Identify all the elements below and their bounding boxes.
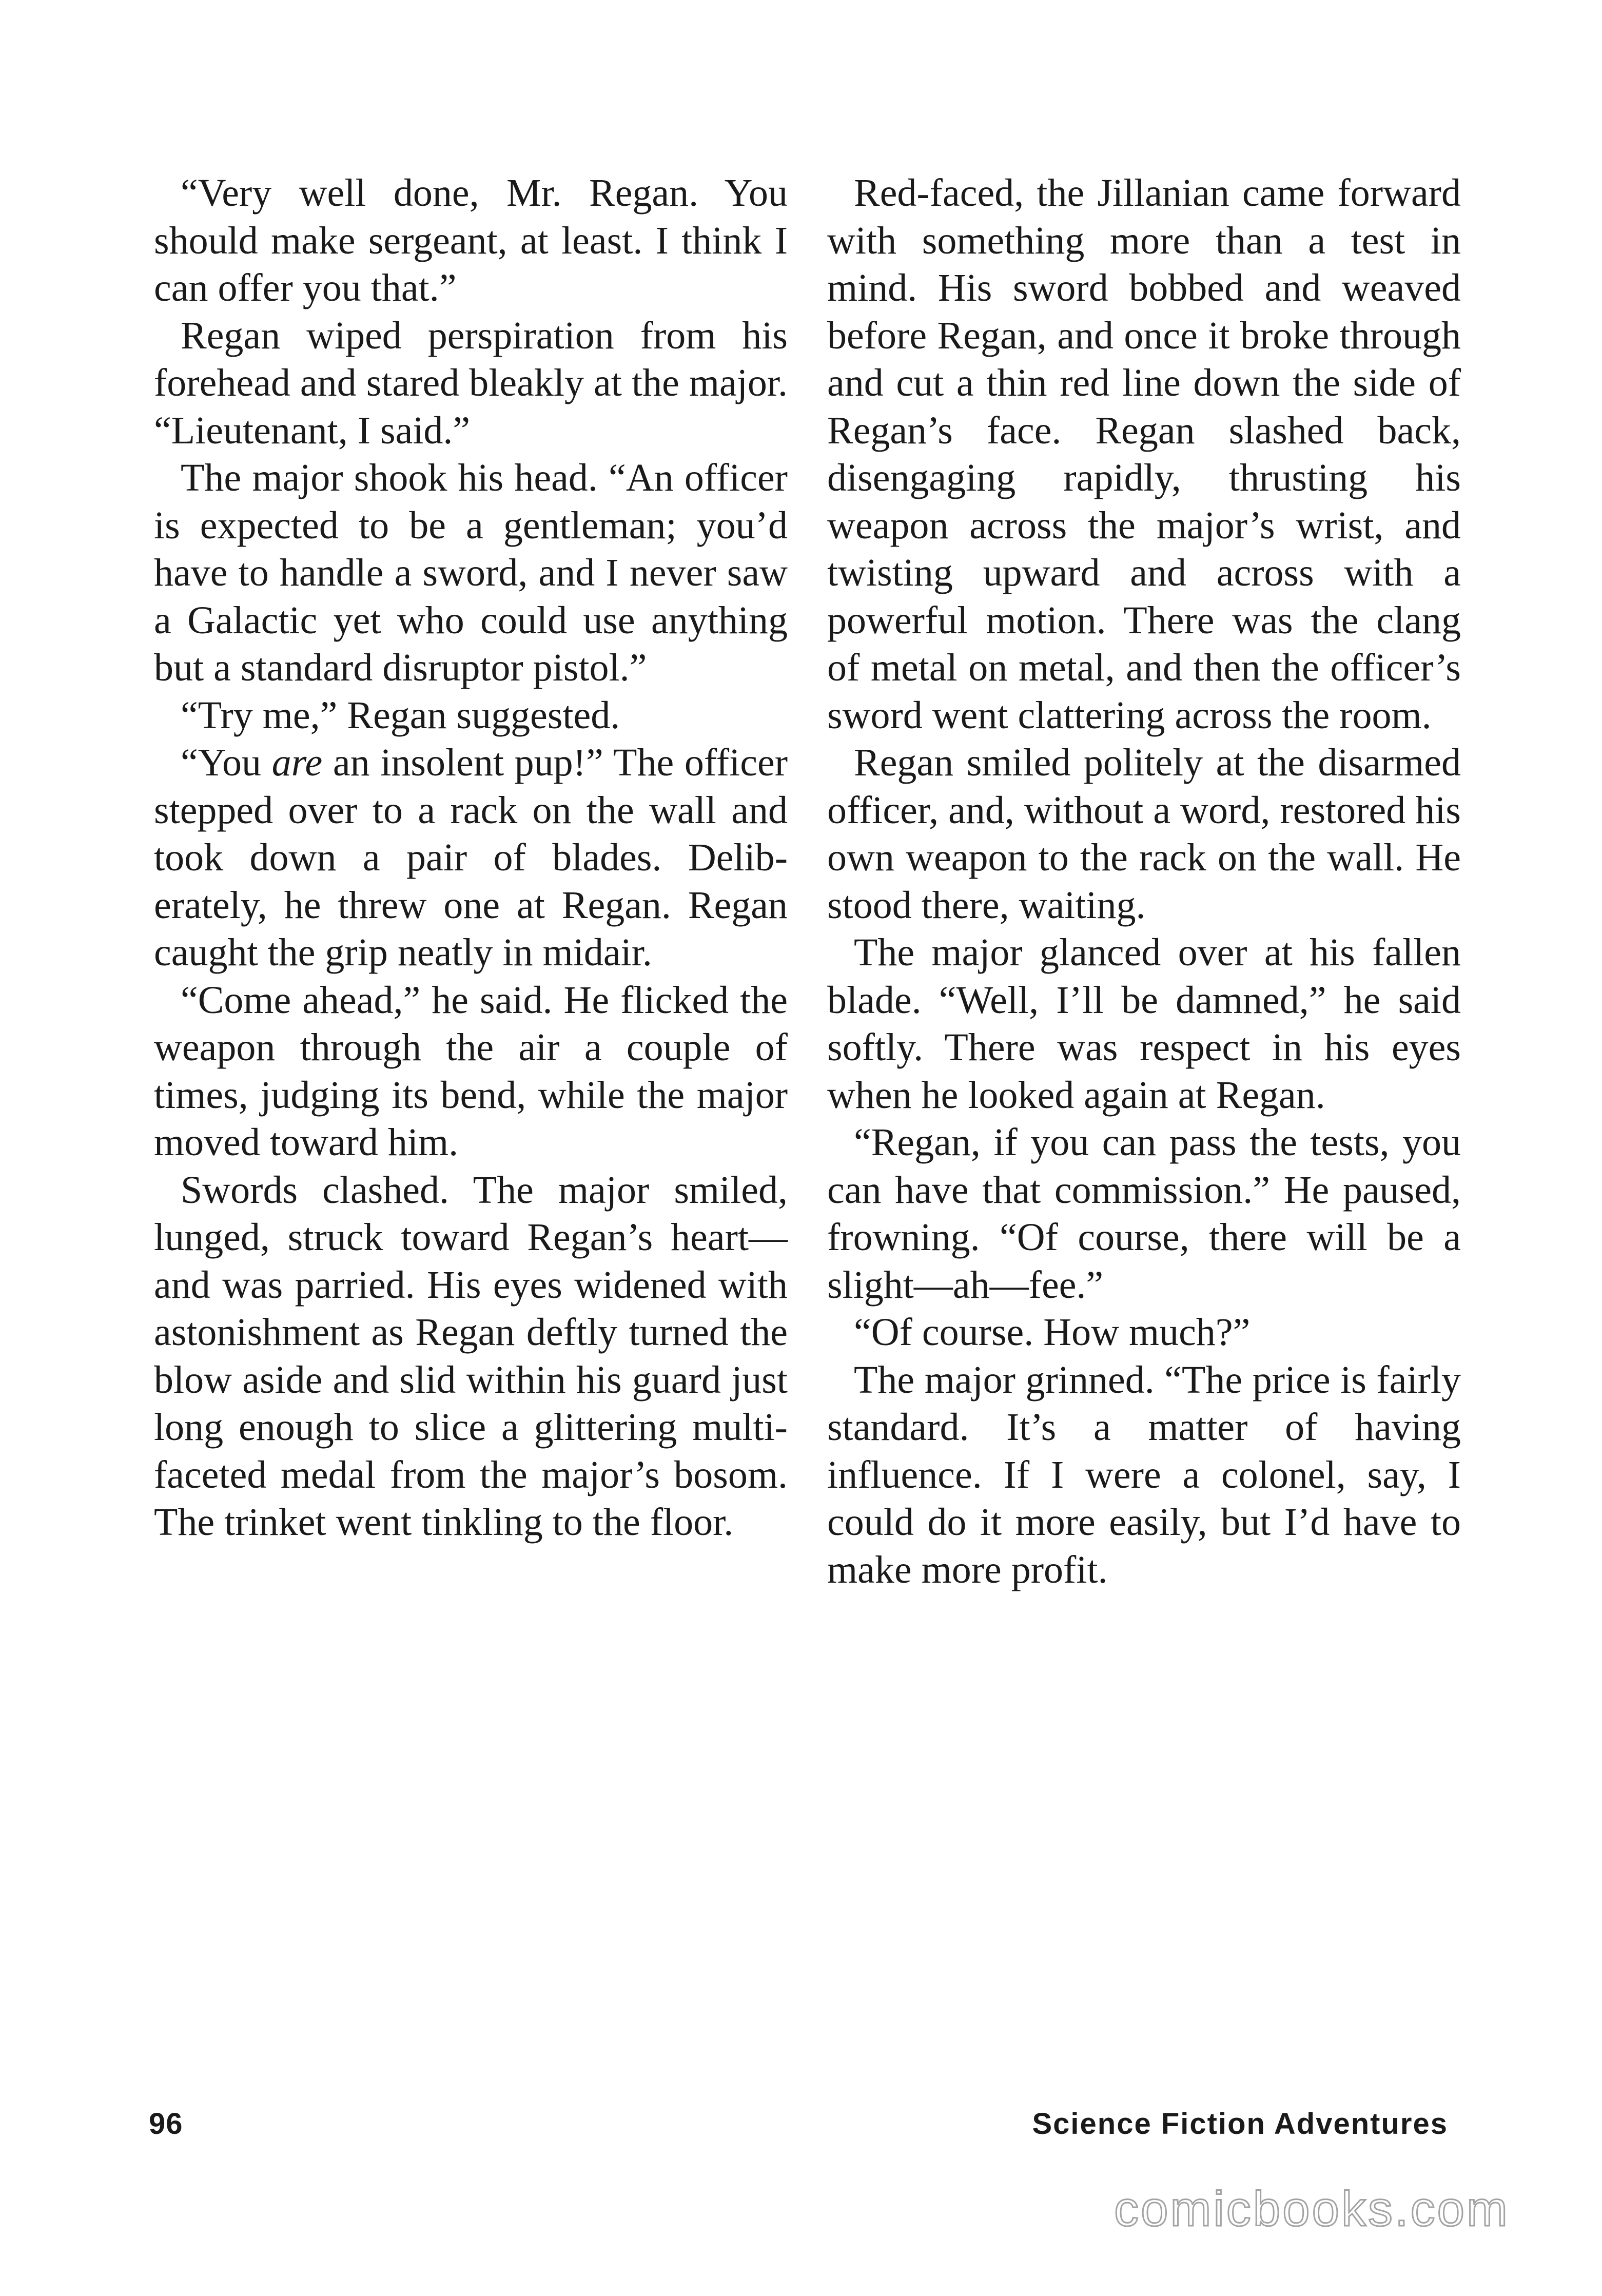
right-text-column — [827, 169, 1461, 1593]
paragraph: The major glanced over at his fallen blade. “Well, I’ll be damned,” he said softly. There was respect in his eyes when he looked again at Regan. — [827, 931, 1461, 1117]
page-number: 96 — [149, 2107, 183, 2141]
paragraph — [154, 739, 788, 977]
paragraph: “Of course. How much?” — [854, 1311, 1251, 1354]
paragraph: Regan smiled politely at the disarmed officer, and, without a word, restored his own weapon to the rack on the wall. He stood there, waiting. — [827, 741, 1461, 927]
paragraph: The major shook his head. “An officer is expected to be a gentleman; you’d have to handle a sword, and I never saw a Galactic yet who could use anything but a standard disruptor pistol.” — [154, 456, 788, 689]
running-title: Science Fiction Adventures — [1032, 2107, 1448, 2141]
left-text-column — [154, 169, 788, 1546]
watermark: comicbooks.com — [1114, 2182, 1510, 2236]
paragraph: “Regan, if you can pass the tests, you can have that commission.” He paused, frowning. “Of course, there will be a slight—ah—fee.” — [827, 1121, 1461, 1307]
paragraph: The major grinned. “The price is fairly standard. It’s a matter of having influence. If I were a colonel, say, I could do it more easily, but I’d have to make more profit. — [827, 1358, 1461, 1591]
paragraph: “Very well done, Mr. Regan. You should make sergeant, at least. I think I can offer you that.” — [154, 171, 788, 309]
paragraph-text: “You — [181, 741, 272, 784]
emphasized-word: are — [271, 741, 323, 784]
paragraph: Regan wiped perspiration from his forehead and stared bleakly at the major. “Lieutenant, I said.” — [154, 314, 788, 452]
paragraph-text: an insolent pup!” The officer stepped over to a rack on the wall and took down a pair of blades. Deliberately, he threw one at Regan. Regan caught the grip neatly in midair. — [154, 741, 788, 974]
paragraph: Red-faced, the Jillanian came forward with something more than a test in mind. His sword bobbed and weaved before Regan, and once it broke through and cut a thin red line down the side of Regan’s face. Regan slashed back, disengaging rapidly, thrusting his weapon across the major’s wrist, and twisting upward and across with a powerful motion. There was the clang of metal on metal, and then the officer’s sword went clattering across the room. — [827, 171, 1461, 737]
paragraph: “Try me,” Regan suggested. — [181, 693, 620, 737]
paragraph: “Come ahead,” he said. He flicked the weapon through the air a couple of times, judging its bend, while the major moved toward him. — [154, 978, 788, 1164]
paragraph: Swords clashed. The major smiled, lunged, struck toward Regan’s heart—and was parried. His eyes widened with astonishment as Regan deftly turned the blow aside and slid within his guard just long enough to slice a glittering multi-faceted medal from the major’s bosom. The trinket went tinkling to the floor. — [154, 1168, 788, 1544]
